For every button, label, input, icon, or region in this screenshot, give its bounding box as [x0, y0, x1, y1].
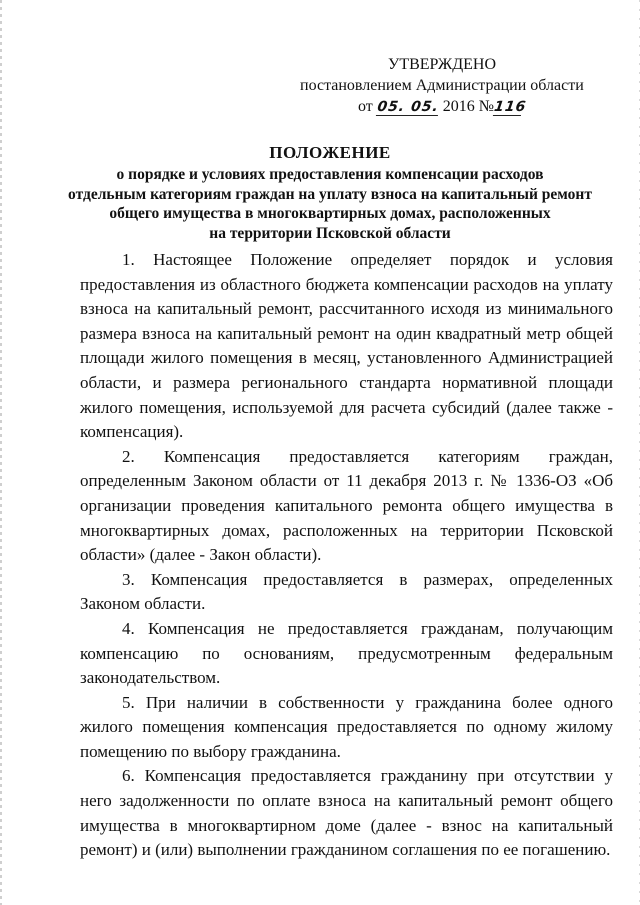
- paragraph-3: 3. Компенсация предоставляется в размерах, определенных Законом области.: [80, 569, 613, 614]
- document-body: [80, 248, 613, 863]
- date-prefix: от: [358, 98, 373, 115]
- subtitle-line: отдельным категориям граждан на уплату взноса на капитальный ремонт: [68, 185, 592, 203]
- subtitle-line: общего имущества в многоквартирных домах, расположенных: [109, 205, 551, 222]
- approval-date-line: [300, 96, 600, 117]
- approval-block: [300, 54, 600, 117]
- paragraph-5: 5. При наличии в собственности у гражданина более одного жилого помещения компенсация предоставляется по одному жилому помещению по выбору гражданина.: [80, 692, 613, 761]
- subtitle-line: на территории Псковской области: [209, 224, 451, 242]
- scan-edge-left: [0, 0, 2, 905]
- subtitle-line: о порядке и условиях предоставления компенсации расходов: [116, 166, 544, 183]
- paragraph-1: 1. Настоящее Положение определяет порядок и условия предоставления из областного бюджета компенсации расходов на уплату взноса на капитальный ремонт, рассчитанного исходя из минимального размера взноса на капитальный ремонт на один квадратный метр общей площади жилого помещения в месяц, установленного Администрацией области, и размера регионального стандарта нормативной площади жилого помещения, используемой для расчета субсидий (далее также - компенсация).: [80, 250, 613, 442]
- paragraph-2: 2. Компенсация предоставляется категориям граждан, определенным Законом области от 11 декабря 2013 г. № 1336-ОЗ «Об организации проведения капитального ремонта общего имущества в многоквартирных домах, расположенных на территории Псковской области» (далее - Закон области).: [80, 446, 613, 565]
- paragraph-6: 6. Компенсация предоставляется гражданину при отсутствии у него задолженности по оплате взноса на капитальный ремонт общего имущества в многоквартирном доме (далее - взнос на капитальный ремонт) и (или) выполнении гражданином соглашения по ее погашению.: [80, 766, 613, 860]
- paragraph-4: 4. Компенсация не предоставляется гражданам, получающим компенсацию по основаниям, предусмотренным федеральным законодательством.: [80, 618, 613, 688]
- approval-title: УТВЕРЖДЕНО: [388, 56, 497, 73]
- approval-year: 2016: [442, 98, 475, 115]
- handwritten-number: 116: [493, 99, 528, 115]
- handwritten-date: 05. 05.: [376, 99, 440, 115]
- document-title: ПОЛОЖЕНИЕ: [269, 143, 391, 162]
- document-heading: [60, 141, 600, 243]
- number-sign: №: [478, 98, 495, 115]
- approval-authority: постановлением Администрации области: [300, 77, 584, 94]
